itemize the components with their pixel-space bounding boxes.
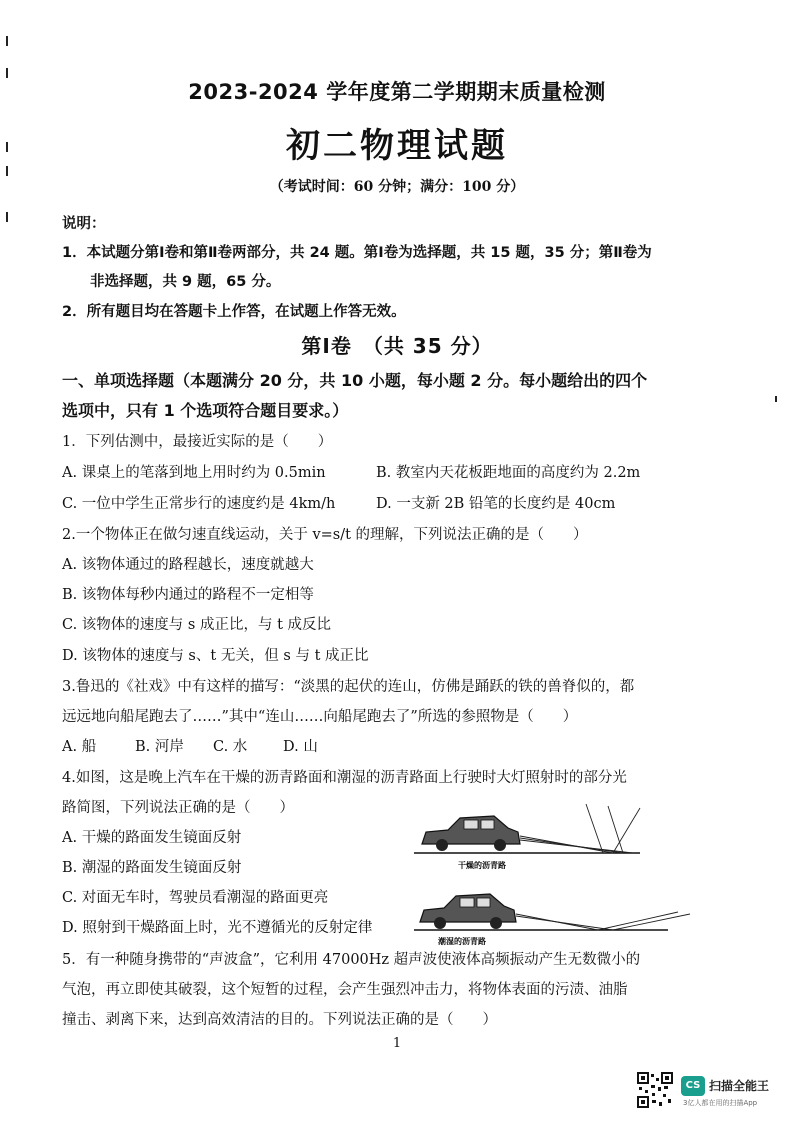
- part-1-title: 第Ⅰ卷 （共 35 分）: [301, 334, 493, 358]
- q4-option-b: B. 潮湿的路面发生镜面反射: [62, 860, 242, 876]
- camscanner-logo: CS: [681, 1076, 705, 1096]
- scan-mark: [6, 166, 8, 176]
- dry-road-label: 干燥的沥青路: [458, 861, 506, 870]
- q5-line-1: 5．有一种随身携带的“声波盒”，它利用 47000Hz 超声波使液体高频振动产生无数微小的: [62, 952, 641, 968]
- q3-option-b: B. 河岸: [135, 739, 184, 755]
- q2-option-d: D. 该物体的速度与 s、t 无关，但 s 与 t 成正比: [62, 648, 369, 664]
- q1-stem: 1．下列估测中，最接近实际的是（ ）: [62, 434, 333, 450]
- q4-option-a: A. 干燥的路面发生镜面反射: [62, 830, 242, 846]
- light-path-figure: [408, 802, 708, 948]
- note-1-line-1: 1．本试题分第Ⅰ卷和第Ⅱ卷两部分，共 24 题。第Ⅰ卷为选择题，共 15 题，35 分；第Ⅱ卷为: [62, 245, 652, 261]
- q1-option-b: B. 教室内天花板距地面的高度约为 2.2m: [376, 465, 641, 481]
- q4-option-c: C. 对面无车时，驾驶员看潮湿的路面更亮: [62, 890, 329, 906]
- scan-mark: [775, 396, 777, 402]
- q2-option-a: A. 该物体通过的路程越长，速度就越大: [62, 557, 314, 573]
- q2-option-b: B. 该物体每秒内通过的路程不一定相等: [62, 587, 314, 603]
- q5-line-3: 撞击、剥离下来，达到高效清洁的目的。下列说法正确的是（ ）: [62, 1012, 497, 1028]
- page-title: 初二物理试题: [286, 126, 508, 166]
- q2-stem: 2.一个物体正在做匀速直线运动，关于 v=s/t 的理解，下列说法正确的是（ ）: [62, 527, 588, 543]
- page-number: 1: [392, 1036, 402, 1051]
- exam-name: 2023-2024 学年度第二学期期末质量检测: [188, 80, 606, 104]
- q4-line-1: 4.如图，这是晚上汽车在干燥的沥青路面和潮湿的沥青路面上行驶时大灯照射时的部分光: [62, 770, 627, 786]
- dry-road-rays: [520, 804, 640, 853]
- section-1-line-1: 一、单项选择题（本题满分 20 分，共 10 小题，每小题 2 分。每小题给出的四个: [62, 371, 648, 390]
- q3-option-a: A. 船: [62, 739, 97, 755]
- qr-code-icon: [637, 1072, 673, 1108]
- q3-line-2: 远远地向船尾跑去了……”其中“连山……向船尾跑去了”所选的参照物是（ ）: [62, 709, 578, 725]
- wet-road-label: 潮湿的沥青路: [438, 937, 486, 946]
- scan-mark: [6, 212, 8, 222]
- q3-option-c: C. 水: [213, 739, 248, 755]
- dry-road-car-icon: [422, 816, 520, 851]
- section-1-line-2: 选项中，只有 1 个选项符合题目要求。）: [62, 401, 349, 420]
- notes-heading: 说明：: [62, 216, 106, 232]
- q1-option-d: D. 一支新 2B 铅笔的长度约是 40cm: [376, 496, 616, 512]
- wet-road-car-icon: [420, 894, 516, 929]
- q4-line-2: 路简图，下列说法正确的是（ ）: [62, 800, 294, 816]
- q1-option-c: C. 一位中学生正常步行的速度约是 4km/h: [62, 496, 336, 512]
- app-name: 扫描全能王: [709, 1079, 770, 1093]
- note-1-line-2: 非选择题，共 9 题，65 分。: [90, 274, 281, 290]
- app-slogan: 3亿人都在用的扫描App: [683, 1099, 758, 1107]
- wet-road-rays: [516, 912, 690, 930]
- q3-option-d: D. 山: [283, 739, 318, 755]
- q1-option-a: A. 课桌上的笔落到地上用时约为 0.5min: [62, 465, 326, 481]
- exam-info: （考试时间：60 分钟；满分：100 分）: [269, 179, 525, 195]
- q3-line-1: 3.鲁迅的《社戏》中有这样的描写：“淡黑的起伏的连山，仿佛是踊跃的铁的兽脊似的，都: [62, 679, 635, 695]
- q2-option-c: C. 该物体的速度与 s 成正比，与 t 成反比: [62, 617, 331, 633]
- note-2: 2．所有题目均在答题卡上作答，在试题上作答无效。: [62, 304, 406, 320]
- scan-mark: [6, 36, 8, 46]
- q4-option-d: D. 照射到干燥路面上时，光不遵循光的反射定律: [62, 920, 373, 936]
- q5-line-2: 气泡，再立即使其破裂，这个短暂的过程，会产生强烈冲击力，将物体表面的污渍、油脂: [62, 982, 628, 998]
